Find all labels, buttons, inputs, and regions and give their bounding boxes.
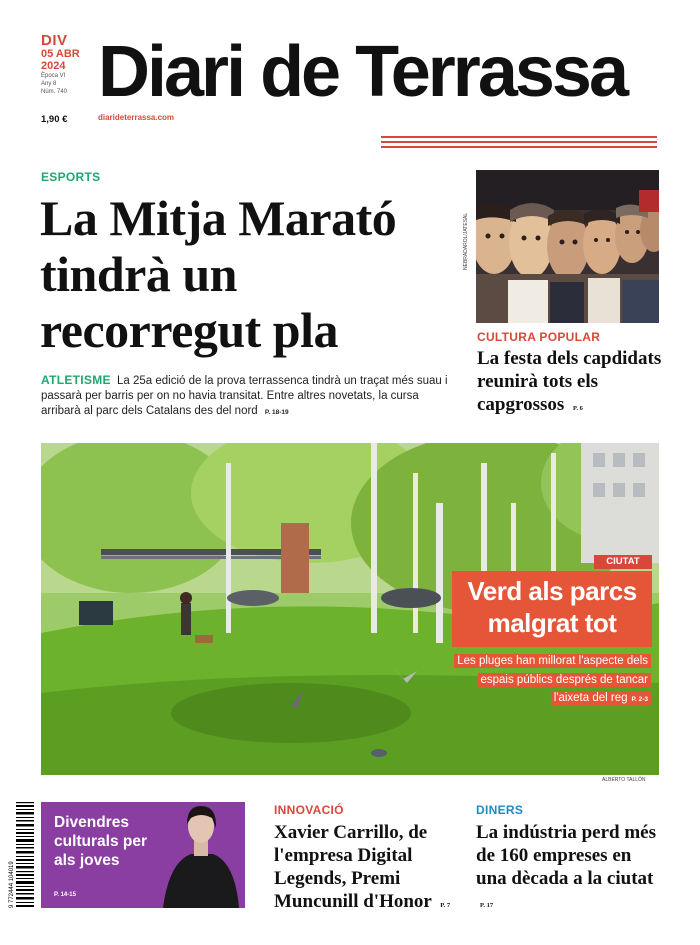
diners-kicker: DINERS xyxy=(476,803,524,817)
lead-page-ref: P. 18-19 xyxy=(264,409,289,416)
promo-text: Divendres culturals per als joves xyxy=(54,814,148,869)
verd-headline[interactable]: Verd als parcs malgrat tot xyxy=(467,576,637,638)
verd-page-ref: P. 2-3 xyxy=(631,696,648,703)
diners-headline[interactable] xyxy=(476,821,666,917)
lead-headline[interactable]: La Mitja Marató tindrà un recorregut pla xyxy=(40,190,397,358)
lead-kicker: ESPORTS xyxy=(41,170,101,184)
capgrossos-illustration xyxy=(476,170,659,323)
diners-page-ref: P. 17 xyxy=(480,902,494,909)
innovation-headline-text: Xavier Carrillo, de l'empresa Digital Legends, Premi Muncunill d'Honor xyxy=(274,822,432,912)
capgrossos-photo[interactable] xyxy=(476,170,659,323)
verd-caption-line: espais públics després de tancar xyxy=(478,673,652,687)
edition-any: Any 8 xyxy=(41,81,57,87)
lead-body-kicker: ATLETISME xyxy=(41,373,111,387)
park-photo-credit: ALBERTO TALLÓN xyxy=(602,777,646,783)
diners-headline-text: La indústria perd més de 160 empreses en una dècada a la ciutat xyxy=(476,822,656,889)
verd-caption-line-last xyxy=(551,691,651,705)
edition-day: DIV xyxy=(41,32,68,49)
cover-price: 1,90 € xyxy=(41,114,68,125)
innovation-page-ref: P. 7 xyxy=(440,902,451,909)
culture-page-ref: P. 6 xyxy=(573,405,583,412)
edition-info xyxy=(41,33,101,96)
culture-headline-text: La festa dels capdidats reunirà tots els capgrossos xyxy=(477,348,662,415)
barcode-graphic xyxy=(6,800,36,910)
ciutat-section-tag: CIUTAT xyxy=(594,555,652,569)
lead-summary xyxy=(41,373,456,420)
verd-caption-line: Les pluges han millorat l'aspecte dels xyxy=(454,654,651,668)
logo-stripes xyxy=(381,136,657,151)
capgrossos-photo-credit: NEBRADAROL/JATESAL xyxy=(463,212,469,270)
edition-year: 2024 xyxy=(41,60,66,72)
verd-caption-text: l'aixeta del reg xyxy=(553,692,628,704)
culture-headline[interactable] xyxy=(477,347,667,420)
website-url[interactable]: diarideterrassa.com xyxy=(98,113,175,122)
culture-kicker: CULTURA POPULAR xyxy=(477,330,601,344)
edition-epoca: Època VI xyxy=(41,73,66,79)
logo-wordmark: Diari de Terrassa xyxy=(98,32,626,112)
innovation-headline[interactable] xyxy=(274,821,466,917)
lead-body-text: La 25a edició de la prova terrassenca tindrà un traçat més suau i passarà per barris per on no havia transitat. Entre altres novetats, la cursa arribarà al parc dels Catalans des del nord xyxy=(41,375,448,417)
edition-number: Núm. 740 xyxy=(41,89,68,95)
verd-caption xyxy=(435,651,651,709)
promo-page-ref: P. 14-15 xyxy=(54,892,76,898)
newspaper-logo[interactable] xyxy=(98,30,666,130)
barcode-digits: 9 772444 104019 xyxy=(9,861,15,908)
innovation-kicker: INNOVACIÓ xyxy=(274,803,344,817)
edition-date: 05 ABR xyxy=(41,48,80,60)
